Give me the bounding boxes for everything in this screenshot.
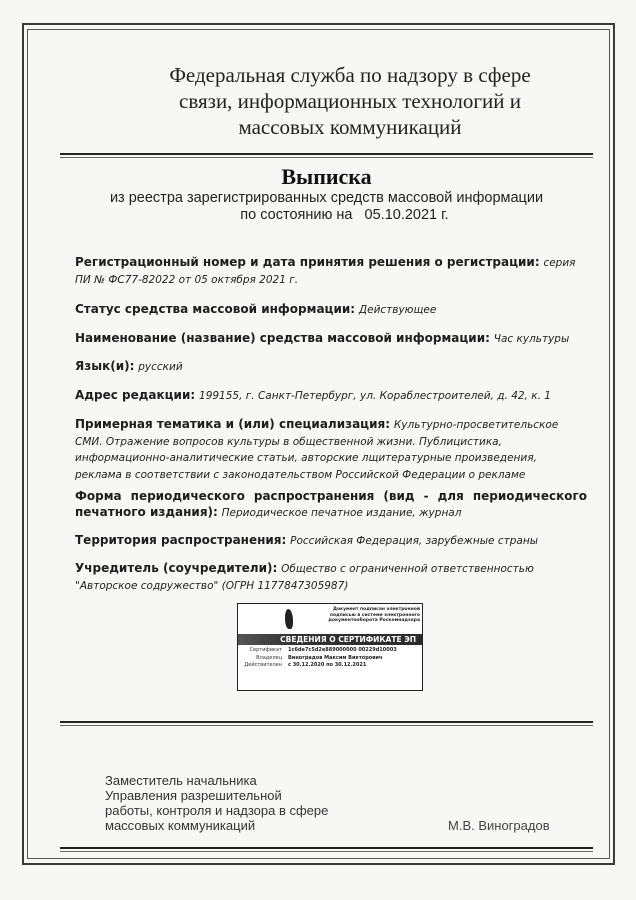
stamp-value: 1c6de7c5d2e889000000 00229d10003 (288, 647, 397, 653)
field-label: Форма периодического распространения (вид - для периодического печатного издания) (75, 489, 587, 519)
stamp-key: Сертификат (249, 647, 282, 653)
field-label: Учредитель (соучредители) (75, 561, 273, 575)
field-value: Российская Федерация, зарубежные страны (290, 535, 538, 547)
stamp-rows (238, 645, 422, 670)
field-registration: Регистрационный номер и дата принятия решения о регистрации: серия ПИ № ФС77-82022 от 05 октября 2021 г. (75, 255, 576, 286)
field-value: Общество с ограниченной ответственностью "Авторское содружество" (ОГРН 1177847305987) (75, 563, 534, 592)
as-of-date: 05.10.2021 г. (364, 207, 449, 223)
stamp-row-valid (242, 662, 418, 670)
field-label: Наименование (название) средства массовой информации (75, 331, 486, 345)
bottom-divider (60, 847, 593, 852)
agency-line: Федеральная служба по надзору в сфере (169, 63, 531, 87)
field-status: Статус средства массовой информации: Действующее (75, 302, 437, 316)
stamp-note: Документ подписан электронной подписью в системе электронного документооборота Роскомнадзора (328, 607, 420, 623)
field-media-name: Наименование (название) средства массовой информации: Час культуры (75, 331, 570, 345)
document-title: Выписка (281, 164, 372, 189)
field-founder: Учредитель (соучредители): Общество с ограниченной ответственностью "Авторское содружество" (ОГРН 1177847305987) (75, 561, 534, 592)
field-label: Территория распространения (75, 533, 282, 547)
signer-position (105, 773, 328, 833)
field-territory: Территория распространения: Российская Федерация, зарубежные страны (75, 533, 538, 547)
agency-name (120, 62, 580, 140)
field-value: Час культуры (493, 333, 570, 345)
stamp-row-owner (242, 655, 418, 663)
field-label: Регистрационный номер и дата принятия решения о регистрации (75, 255, 535, 269)
signer-position-line: Заместитель начальника (105, 773, 257, 788)
e-signature-stamp (237, 603, 423, 691)
field-value: Культурно-просветительское СМИ. Отражение вопросов культуры в общественной жизни. Публицистика, информационно-аналитические статьи, авторские лщитературные произведения, реклама в соответствии с законодательством Российской Федерации о рекламе (75, 419, 559, 481)
stamp-key: Владелец (256, 654, 282, 661)
field-label: Адрес редакции (75, 388, 191, 402)
signer-position-line: работы, контроля и надзора в сфере (105, 803, 329, 818)
field-address: Адрес редакции: 199155, г. Санкт-Петербург, ул. Кораблестроителей, д. 42, к. 1 (75, 388, 551, 402)
stamp-key: Действителен (244, 662, 282, 668)
field-label: Язык(и) (75, 359, 130, 373)
stamp-value: Виноградов Максим Викторович (288, 654, 383, 661)
field-value: 199155, г. Санкт-Петербург, ул. Кораблестроителей, д. 42, к. 1 (199, 390, 551, 402)
field-value: русский (138, 361, 183, 373)
emblem-icon (285, 609, 293, 629)
field-label: Примерная тематика и (или) специализация (75, 417, 386, 431)
stamp-title-bar: СВЕДЕНИЯ О СЕРТИФИКАТЕ ЭП (238, 634, 422, 645)
stamp-header (238, 604, 422, 634)
top-divider (60, 153, 593, 158)
signer-position-line: массовых коммуникаций (105, 818, 256, 833)
field-value: серия ПИ № ФС77-82022 от 05 октября 2021 г. (75, 257, 576, 286)
as-of-line (60, 207, 593, 224)
as-of-label: по состоянию на (240, 207, 353, 223)
signer-name: М.В. Виноградов (448, 818, 550, 833)
field-distribution-form: Форма периодического распространения (вид - для периодического печатного издания): Периодическое печатное издание, журнал (75, 489, 587, 519)
subtitle-text: из реестра зарегистрированных средств массовой информации (109, 190, 544, 206)
agency-line: связи, информационных технологий и (179, 89, 521, 113)
middle-divider (60, 721, 593, 726)
stamp-value: с 30.12.2020 по 30.12.2021 (288, 662, 367, 668)
signer-position-line: Управления разрешительной (105, 788, 282, 803)
field-language: Язык(и): русский (75, 359, 183, 373)
field-value: Периодическое печатное издание, журнал (221, 506, 462, 519)
stamp-row-certificate (242, 647, 418, 655)
field-value: Действующее (358, 304, 437, 316)
document-subtitle (60, 190, 593, 224)
agency-line: массовых коммуникаций (238, 115, 462, 139)
field-topics: Примерная тематика и (или) специализация: Культурно-просветительское СМИ. Отражение вопросов культуры в общественной жизни. Публицистика, информационно-аналитические статьи, авторские лщитературные произведения, реклама в соответствии с законодательством Российской Федерации о рекламе (75, 417, 559, 481)
field-label: Статус средства массовой информации (75, 302, 351, 316)
